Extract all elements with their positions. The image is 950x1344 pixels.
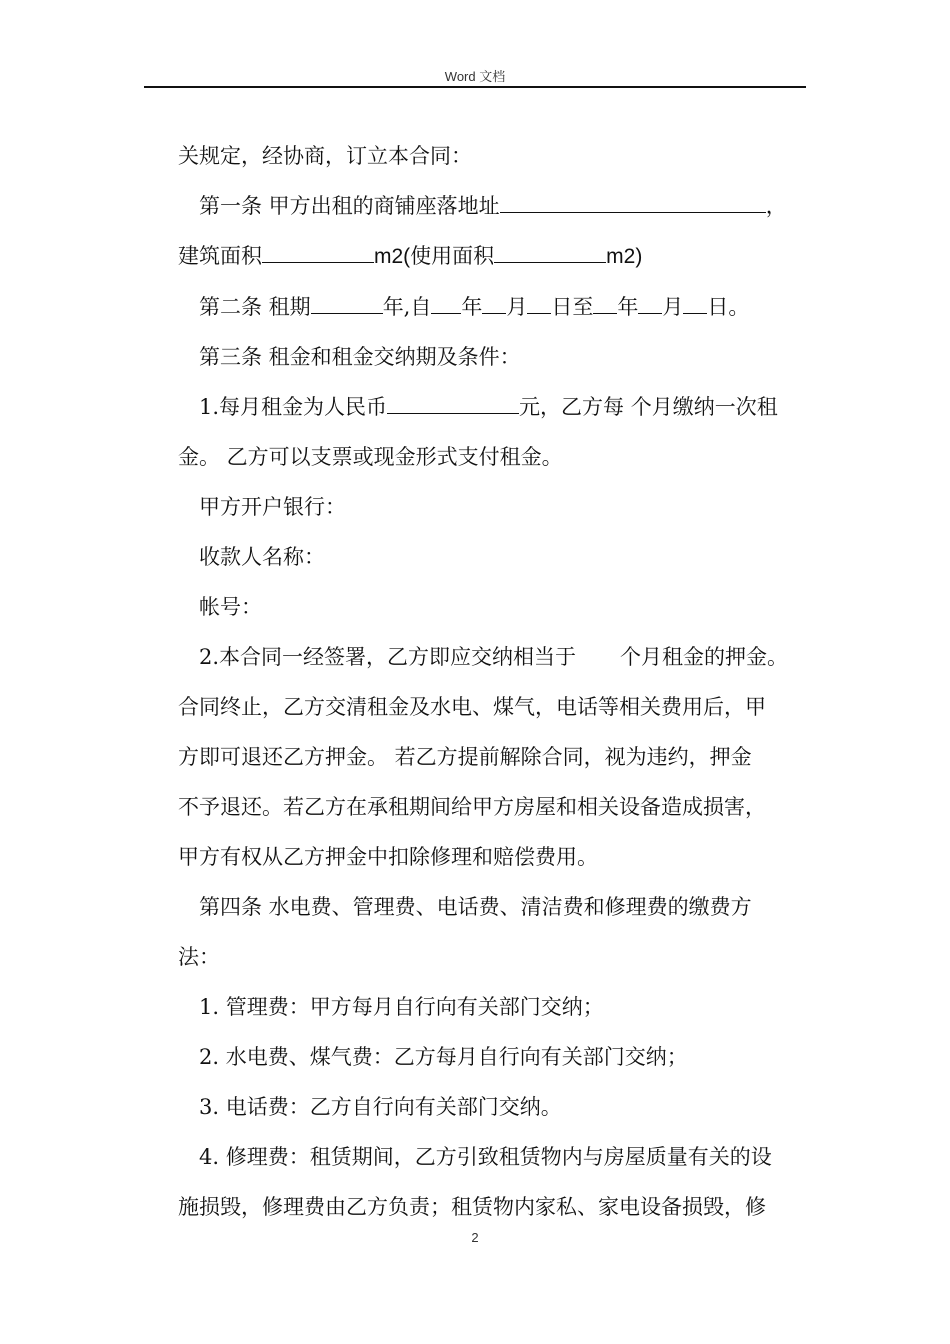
- fee-item-3: 3. 电话费：乙方自行向有关部门交纳。: [199, 1095, 562, 1119]
- paragraph-line: 法：: [178, 945, 220, 969]
- article-4-line: 第四条 水电费、管理费、电话费、清洁费和修理费的缴费方: [199, 895, 752, 919]
- fee-item-2: 2. 水电费、煤气费：乙方每月自行向有关部门交纳；: [199, 1045, 688, 1069]
- start-year-blank: [431, 283, 461, 314]
- start-day-blank: [527, 283, 551, 314]
- page-header: Word 文档: [444, 69, 506, 84]
- start-month-blank: [482, 283, 506, 314]
- bank-line: 甲方开户银行：: [199, 495, 346, 519]
- payee-line: 收款人名称：: [199, 545, 325, 569]
- address-blank: [500, 182, 766, 213]
- document-body: [178, 131, 808, 1232]
- fee-item-4: 4. 修理费：租赁期间，乙方引致租赁物内与房屋质量有关的设: [199, 1145, 772, 1169]
- end-day-blank: [683, 283, 707, 314]
- area-line: 建筑面积 m2(使用面积 m2): [178, 231, 808, 282]
- area-blank: [262, 232, 374, 263]
- rent-line: 1.每月租金为人民币 元，乙方每 个月缴纳一次租: [178, 382, 808, 432]
- paragraph-line: 合同终止，乙方交清租金及水电、煤气，电话等相关费用后，甲: [178, 695, 766, 719]
- paragraph-line: 方即可退还乙方押金。 若乙方提前解除合同，视为违约，押金: [178, 745, 752, 769]
- usable-area-blank: [494, 232, 606, 263]
- paragraph-line: 金。 乙方可以支票或现金形式支付租金。: [178, 445, 563, 469]
- fee-item-1: 1. 管理费：甲方每月自行向有关部门交纳；: [199, 995, 604, 1019]
- paragraph-line: 施损毁，修理费由乙方负责；租赁物内家私、家电设备损毁，修: [178, 1195, 766, 1219]
- paragraph-line: 不予退还。若乙方在承租期间给甲方房屋和相关设备造成损害，: [178, 795, 766, 819]
- end-month-blank: [638, 283, 662, 314]
- account-line: 帐号：: [199, 595, 262, 619]
- paragraph-line: 甲方有权从乙方押金中扣除修理和赔偿费用。: [178, 845, 598, 869]
- paragraph-line: 关规定，经协商，订立本合同：: [178, 144, 472, 168]
- page-number: 2: [471, 1230, 479, 1245]
- header-rule: [144, 86, 806, 88]
- article-1-line: 第一条 甲方出租的商铺座落地址 ，: [178, 181, 808, 231]
- rent-amount-blank: [387, 383, 519, 414]
- end-year-blank: [593, 283, 617, 314]
- term-blank: [311, 283, 383, 314]
- article-2-line: 第二条 租期 年,自 年 月 日至 年 月 日。: [178, 282, 808, 332]
- article-3-line: 第三条 租金和租金交纳期及条件：: [199, 345, 521, 369]
- deposit-line: 2.本合同一经签署，乙方即应交纳相当于 个月租金的押金。: [199, 645, 789, 669]
